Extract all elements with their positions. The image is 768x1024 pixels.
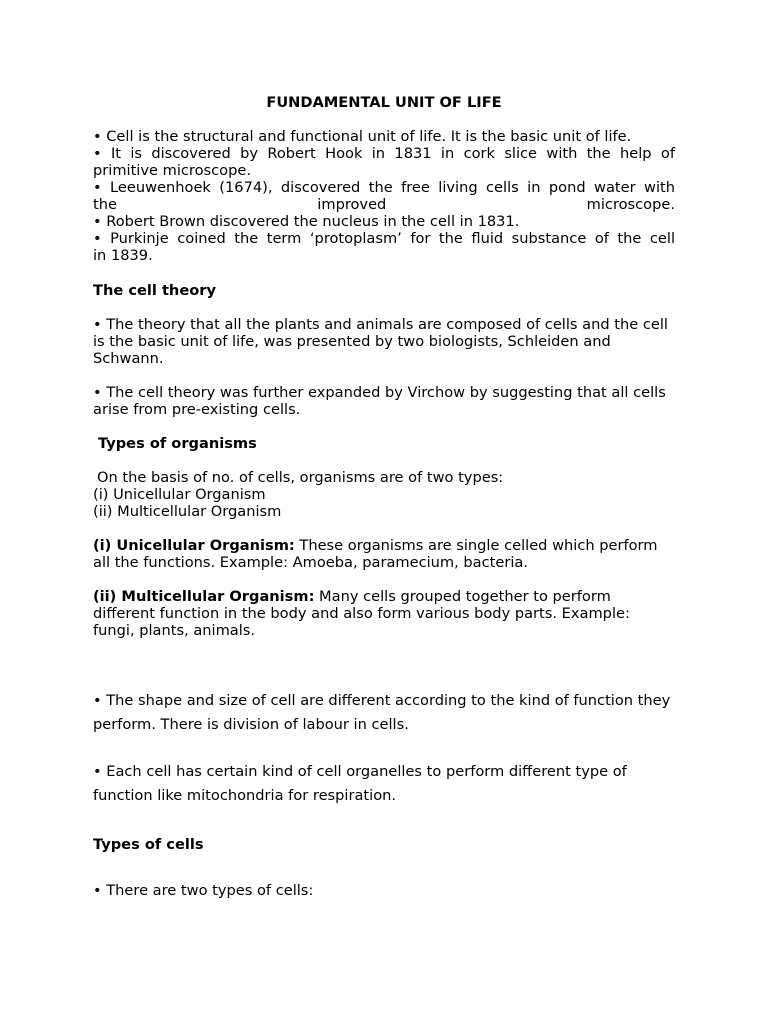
unicellular-definition: [93, 537, 675, 571]
shape-paragraph: • The shape and size of cell are different according to the kind of function they perform. There is division of labour in cells.: [93, 692, 671, 733]
organisms-heading: Types of organisms: [98, 435, 257, 452]
intro-line: • It is discovered by Robert Hook in 1831 in cork slice with the help of: [93, 145, 675, 162]
intro-line: • Robert Brown discovered the nucleus in the cell in 1831.: [93, 213, 520, 230]
cell-theory-para-2: • The cell theory was further expanded by Virchow by suggesting that all cells arise from pre-existing cells.: [93, 384, 666, 418]
cells-heading: Types of cells: [93, 836, 204, 853]
intro-line: in 1839.: [93, 247, 153, 264]
multicellular-label: (ii) Multicellular Organism:: [93, 588, 315, 605]
organisms-item-1: (i) Unicellular Organism: [93, 486, 266, 503]
organelle-paragraph: • Each cell has certain kind of cell organelles to perform different type of function like mitochondria for respiration.: [93, 763, 627, 804]
unicellular-label: (i) Unicellular Organism:: [93, 537, 295, 554]
multicellular-definition: [93, 588, 675, 639]
intro-line: • Cell is the structural and functional unit of life. It is the basic unit of life.: [93, 128, 632, 145]
cell-theory-para-1: • The theory that all the plants and animals are composed of cells and the cell is the basic unit of life, was presented by two biologists, Schleiden and Schwann.: [93, 316, 668, 367]
multicellular-text: Many cells grouped together to perform different function in the body and also form various body parts. Example: fungi, plants, animals.: [93, 588, 630, 639]
page-title: FUNDAMENTAL UNIT OF LIFE: [266, 94, 502, 111]
organisms-intro: On the basis of no. of cells, organisms are of two types:: [97, 469, 504, 486]
intro-line: primitive microscope.: [93, 162, 251, 179]
cell-theory-heading: The cell theory: [93, 282, 216, 299]
intro-line: the improved microscope.: [93, 196, 675, 213]
unicellular-text: These organisms are single celled which perform all the functions. Example: Amoeba, paramecium, bacteria.: [93, 537, 658, 571]
cells-paragraph: • There are two types of cells:: [93, 882, 314, 899]
intro-line: • Purkinje coined the term ‘protoplasm’ for the fluid substance of the cell: [93, 230, 675, 247]
intro-section: [93, 128, 675, 264]
organisms-item-2: (ii) Multicellular Organism: [93, 503, 282, 520]
intro-line: • Leeuwenhoek (1674), discovered the free living cells in pond water with: [93, 179, 675, 196]
